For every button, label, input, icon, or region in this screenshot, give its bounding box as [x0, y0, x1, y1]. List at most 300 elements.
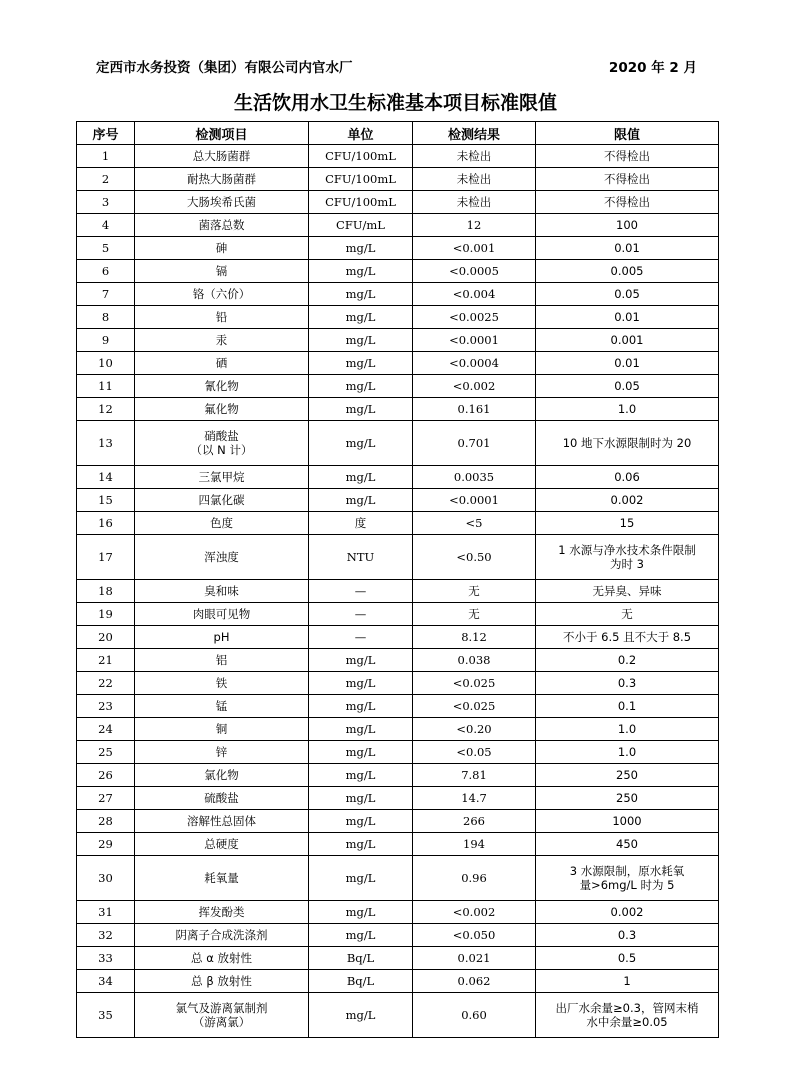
- cell-item: [135, 145, 309, 168]
- cell-item-text: 四氯化碳: [198, 493, 245, 507]
- cell-result: [413, 283, 536, 306]
- table-header-row: [77, 122, 719, 145]
- cell-unit-text: CFU/mL: [336, 218, 385, 232]
- table-row: [77, 375, 719, 398]
- cell-limit-text: 0.002: [610, 905, 644, 919]
- cell-number-text: 20: [98, 630, 113, 644]
- cell-limit: [536, 329, 719, 352]
- cell-limit-text: 0.06: [614, 470, 640, 484]
- cell-number: [77, 764, 135, 787]
- cell-number-text: 16: [98, 516, 113, 530]
- table-row: [77, 901, 719, 924]
- cell-number-text: 12: [98, 402, 113, 416]
- cell-number-text: 11: [98, 379, 113, 393]
- cell-unit: [309, 191, 413, 214]
- cell-result: [413, 489, 536, 512]
- cell-limit: [536, 741, 719, 764]
- cell-unit-text: mg/L: [345, 333, 376, 347]
- table-row: [77, 421, 719, 466]
- cell-limit-text: 0.5: [617, 951, 637, 965]
- cell-unit: [309, 512, 413, 535]
- cell-limit: [536, 306, 719, 329]
- cell-item-text: 阴离子合成洗涤剂: [175, 928, 268, 942]
- cell-item-text: 氟化物: [204, 402, 239, 416]
- cell-unit-text: mg/L: [345, 653, 376, 667]
- table-row: [77, 466, 719, 489]
- cell-item: [135, 970, 309, 993]
- cell-item-text: 三氯甲烷: [198, 470, 245, 484]
- document-title: 生活饮用水卫生标准基本项目标准限值: [233, 92, 557, 114]
- organization-name: 定西市水务投资（集团）有限公司内官水厂: [96, 60, 353, 76]
- cell-unit: [309, 993, 413, 1038]
- cell-limit: [536, 352, 719, 375]
- cell-number-text: 23: [98, 699, 113, 713]
- cell-limit: [536, 466, 719, 489]
- cell-limit-text: 0.01: [614, 310, 640, 324]
- cell-item-text: 总大肠菌群: [192, 149, 251, 163]
- cell-result-text: <0.05: [456, 745, 492, 759]
- cell-limit-text: 量>6mg/L 时为 5: [579, 878, 675, 892]
- cell-number: [77, 375, 135, 398]
- cell-item-text: 硫酸盐: [204, 791, 239, 805]
- cell-limit-text: 1.0: [617, 402, 637, 416]
- cell-number-text: 4: [101, 218, 110, 232]
- table-row: [77, 489, 719, 512]
- cell-unit-text: —: [354, 584, 367, 598]
- cell-limit: [536, 603, 719, 626]
- cell-unit-text: mg/L: [345, 310, 376, 324]
- cell-item-text: 镉: [215, 264, 228, 278]
- cell-unit: [309, 168, 413, 191]
- cell-unit-text: Bq/L: [346, 974, 375, 988]
- cell-number-text: 27: [98, 791, 113, 805]
- cell-limit-text: 0.3: [617, 928, 637, 942]
- cell-result-text: <0.0025: [449, 310, 499, 324]
- cell-result-text: <0.004: [452, 287, 496, 301]
- cell-number: [77, 787, 135, 810]
- column-header-result: 检测结果: [413, 122, 536, 145]
- cell-result: [413, 764, 536, 787]
- cell-unit: [309, 421, 413, 466]
- cell-unit: [309, 237, 413, 260]
- cell-unit: [309, 741, 413, 764]
- cell-limit: [536, 535, 719, 580]
- cell-unit-text: CFU/100mL: [325, 149, 396, 163]
- cell-unit: [309, 856, 413, 901]
- cell-number-text: 13: [98, 436, 113, 450]
- cell-result-text: 0.038: [457, 653, 491, 667]
- column-header-unit: 单位: [309, 122, 413, 145]
- cell-item: [135, 489, 309, 512]
- cell-unit: [309, 718, 413, 741]
- cell-number: [77, 856, 135, 901]
- cell-limit-text: 1 水源与净水技术条件限制: [558, 543, 696, 557]
- cell-number: [77, 970, 135, 993]
- cell-item: [135, 535, 309, 580]
- cell-result-text: <0.002: [452, 905, 496, 919]
- cell-unit: [309, 329, 413, 352]
- cell-item-text: 汞: [215, 333, 228, 347]
- cell-result-text: 8.12: [461, 630, 487, 644]
- cell-result: [413, 260, 536, 283]
- cell-unit: [309, 398, 413, 421]
- cell-item: [135, 672, 309, 695]
- cell-unit-text: mg/L: [345, 928, 376, 942]
- cell-limit-text: 250: [616, 768, 638, 782]
- cell-unit: [309, 603, 413, 626]
- table-row: [77, 603, 719, 626]
- cell-item: [135, 306, 309, 329]
- cell-unit: [309, 466, 413, 489]
- cell-number: [77, 695, 135, 718]
- cell-result-text: <0.025: [452, 699, 496, 713]
- cell-item-text: 铝: [215, 653, 228, 667]
- cell-unit: [309, 283, 413, 306]
- cell-limit-text: 不得检出: [604, 195, 650, 209]
- cell-result: [413, 191, 536, 214]
- cell-item: [135, 283, 309, 306]
- table-row: [77, 283, 719, 306]
- cell-number-text: 33: [98, 951, 113, 965]
- cell-item: [135, 695, 309, 718]
- cell-result-text: 266: [463, 814, 485, 828]
- cell-number-text: 5: [101, 241, 110, 255]
- cell-limit: [536, 398, 719, 421]
- cell-result: [413, 329, 536, 352]
- cell-unit: [309, 214, 413, 237]
- cell-item: [135, 329, 309, 352]
- cell-item-text: 色度: [210, 516, 233, 530]
- cell-result-text: 未检出: [456, 149, 492, 163]
- cell-limit: [536, 924, 719, 947]
- table-row: [77, 810, 719, 833]
- cell-result: [413, 306, 536, 329]
- cell-result: [413, 512, 536, 535]
- cell-limit-text: 250: [616, 791, 638, 805]
- cell-number-text: 32: [98, 928, 113, 942]
- cell-item-text: 铁: [215, 676, 228, 690]
- cell-number-text: 31: [98, 905, 113, 919]
- cell-number: [77, 145, 135, 168]
- cell-unit-text: mg/L: [345, 837, 376, 851]
- cell-unit: [309, 352, 413, 375]
- cell-item-text: 总 β 放射性: [191, 974, 252, 988]
- cell-result-text: 0.96: [461, 871, 487, 885]
- table-row: [77, 856, 719, 901]
- cell-item: [135, 947, 309, 970]
- cell-item-text: 锌: [215, 745, 228, 759]
- cell-item-text: 总硬度: [204, 837, 239, 851]
- table-row: [77, 191, 719, 214]
- cell-item: [135, 398, 309, 421]
- cell-result-text: <0.50: [456, 550, 492, 564]
- table-row: [77, 168, 719, 191]
- cell-result-text: 0.161: [457, 402, 491, 416]
- cell-unit-text: 度: [354, 516, 367, 530]
- cell-number-text: 9: [101, 333, 110, 347]
- cell-limit-text: 0.3: [617, 676, 637, 690]
- cell-unit-text: CFU/100mL: [325, 195, 396, 209]
- cell-number-text: 2: [101, 172, 110, 186]
- table-row: [77, 649, 719, 672]
- cell-unit-text: mg/L: [345, 676, 376, 690]
- cell-result-text: <0.0005: [449, 264, 499, 278]
- cell-limit: [536, 856, 719, 901]
- cell-item-text: 砷: [215, 241, 228, 255]
- cell-unit: [309, 649, 413, 672]
- cell-unit: [309, 535, 413, 580]
- cell-limit-text: 1: [623, 974, 631, 988]
- cell-unit-text: —: [354, 630, 367, 644]
- cell-limit: [536, 993, 719, 1038]
- table-row: [77, 352, 719, 375]
- cell-limit-text: 0.002: [610, 493, 644, 507]
- cell-number-text: 17: [98, 550, 113, 564]
- cell-limit: [536, 718, 719, 741]
- cell-number-text: 22: [98, 676, 113, 690]
- cell-unit-text: mg/L: [345, 470, 376, 484]
- cell-result: [413, 672, 536, 695]
- cell-limit: [536, 649, 719, 672]
- cell-result-text: <0.0001: [449, 333, 499, 347]
- cell-item-text: 耗氧量: [204, 871, 239, 885]
- cell-limit-text: 0.001: [610, 333, 644, 347]
- cell-number: [77, 352, 135, 375]
- cell-item: [135, 856, 309, 901]
- cell-result: [413, 741, 536, 764]
- cell-limit-text: 450: [616, 837, 638, 851]
- cell-number: [77, 191, 135, 214]
- cell-result-text: <0.0001: [449, 493, 499, 507]
- cell-limit-text: 0.01: [614, 241, 640, 255]
- table-row: [77, 535, 719, 580]
- cell-item: [135, 260, 309, 283]
- cell-number: [77, 649, 135, 672]
- cell-number-text: 14: [98, 470, 113, 484]
- cell-number-text: 15: [98, 493, 113, 507]
- cell-result: [413, 993, 536, 1038]
- cell-unit: [309, 970, 413, 993]
- cell-limit: [536, 421, 719, 466]
- cell-unit: [309, 375, 413, 398]
- cell-item-text: 铅: [215, 310, 228, 324]
- cell-unit: [309, 580, 413, 603]
- cell-item-text: 总 α 放射性: [191, 951, 252, 965]
- cell-unit: [309, 695, 413, 718]
- cell-number: [77, 810, 135, 833]
- cell-item: [135, 810, 309, 833]
- cell-number: [77, 306, 135, 329]
- cell-limit-text: 水中余量≥0.05: [586, 1015, 668, 1029]
- cell-number-text: 7: [101, 287, 110, 301]
- cell-unit-text: Bq/L: [346, 951, 375, 965]
- cell-item-text: （游离氯）: [192, 1015, 251, 1029]
- cell-number: [77, 603, 135, 626]
- cell-number: [77, 833, 135, 856]
- table-row: [77, 512, 719, 535]
- cell-item-text: 肉眼可见物: [192, 607, 251, 621]
- cell-limit: [536, 375, 719, 398]
- cell-limit: [536, 672, 719, 695]
- cell-item: [135, 421, 309, 466]
- cell-result-text: <0.025: [452, 676, 496, 690]
- cell-result: [413, 214, 536, 237]
- cell-result-text: <0.001: [452, 241, 496, 255]
- cell-number-text: 29: [98, 837, 113, 851]
- cell-number-text: 18: [98, 584, 113, 598]
- cell-number-text: 19: [98, 607, 113, 621]
- cell-result: [413, 787, 536, 810]
- cell-result-text: 未检出: [456, 172, 492, 186]
- cell-unit-text: mg/L: [345, 402, 376, 416]
- cell-number: [77, 489, 135, 512]
- cell-result: [413, 375, 536, 398]
- cell-number-text: 10: [98, 356, 113, 370]
- cell-limit: [536, 901, 719, 924]
- cell-item: [135, 626, 309, 649]
- cell-number-text: 24: [98, 722, 113, 736]
- cell-limit-text: 0.05: [614, 379, 640, 393]
- cell-limit: [536, 489, 719, 512]
- cell-unit-text: mg/L: [345, 791, 376, 805]
- cell-limit-text: 为时 3: [610, 557, 644, 571]
- cell-result: [413, 168, 536, 191]
- table-row: [77, 145, 719, 168]
- cell-limit: [536, 695, 719, 718]
- cell-number: [77, 993, 135, 1038]
- cell-number: [77, 741, 135, 764]
- cell-result: [413, 695, 536, 718]
- cell-unit-text: mg/L: [345, 768, 376, 782]
- cell-result-text: <0.050: [452, 928, 496, 942]
- cell-number-text: 1: [101, 149, 110, 163]
- table-row: [77, 741, 719, 764]
- cell-limit: [536, 764, 719, 787]
- cell-unit: [309, 306, 413, 329]
- column-header-number: 序号: [77, 122, 135, 145]
- table-row: [77, 970, 719, 993]
- cell-limit: [536, 810, 719, 833]
- cell-limit: [536, 833, 719, 856]
- cell-item: [135, 718, 309, 741]
- cell-number-text: 8: [101, 310, 110, 324]
- cell-item-text: 硝酸盐: [204, 429, 239, 443]
- cell-number-text: 35: [98, 1008, 113, 1022]
- cell-limit: [536, 260, 719, 283]
- cell-number-text: 6: [101, 264, 110, 278]
- cell-limit: [536, 191, 719, 214]
- cell-limit-text: 0.1: [617, 699, 637, 713]
- cell-limit: [536, 145, 719, 168]
- cell-result: [413, 421, 536, 466]
- cell-unit: [309, 810, 413, 833]
- cell-item-text: 氯气及游离氯制剂: [175, 1001, 268, 1015]
- cell-result: [413, 535, 536, 580]
- cell-item: [135, 649, 309, 672]
- cell-limit: [536, 214, 719, 237]
- cell-item: [135, 580, 309, 603]
- cell-limit: [536, 512, 719, 535]
- cell-item-text: 大肠埃希氏菌: [187, 195, 256, 209]
- table-row: [77, 398, 719, 421]
- cell-item: [135, 833, 309, 856]
- cell-item-text: 溶解性总固体: [187, 814, 256, 828]
- cell-result: [413, 626, 536, 649]
- cell-limit: [536, 580, 719, 603]
- cell-item-text: 浑浊度: [204, 550, 239, 564]
- table-row: [77, 947, 719, 970]
- cell-unit-text: mg/L: [345, 745, 376, 759]
- cell-unit: [309, 489, 413, 512]
- cell-limit-text: 10 地下水源限制时为 20: [562, 436, 692, 450]
- table-row: [77, 672, 719, 695]
- cell-limit: [536, 237, 719, 260]
- cell-result-text: <0.0004: [449, 356, 499, 370]
- cell-limit-text: 不得检出: [604, 172, 650, 186]
- cell-number: [77, 398, 135, 421]
- cell-number: [77, 466, 135, 489]
- cell-item-text: 菌落总数: [198, 218, 245, 232]
- cell-item-text: 耐热大肠菌群: [187, 172, 256, 186]
- cell-item: [135, 375, 309, 398]
- cell-result: [413, 856, 536, 901]
- table-row: [77, 833, 719, 856]
- cell-number: [77, 237, 135, 260]
- cell-result-text: <0.002: [452, 379, 496, 393]
- cell-limit: [536, 970, 719, 993]
- cell-limit-text: 3 水源限制，原水耗氧: [569, 864, 685, 878]
- cell-result: [413, 833, 536, 856]
- cell-result-text: <5: [465, 516, 483, 530]
- cell-unit-text: mg/L: [345, 699, 376, 713]
- cell-number-text: 3: [101, 195, 110, 209]
- cell-unit-text: mg/L: [345, 493, 376, 507]
- cell-limit: [536, 626, 719, 649]
- cell-item: [135, 741, 309, 764]
- table-row: [77, 260, 719, 283]
- cell-limit-text: 不小于 6.5 且不大于 8.5: [562, 630, 692, 644]
- cell-result: [413, 145, 536, 168]
- cell-number: [77, 421, 135, 466]
- cell-number-text: 30: [98, 871, 113, 885]
- cell-result-text: 未检出: [456, 195, 492, 209]
- cell-result-text: 无: [468, 584, 480, 598]
- cell-result-text: 0.60: [461, 1008, 487, 1022]
- cell-result-text: 12: [466, 218, 482, 232]
- cell-item: [135, 237, 309, 260]
- cell-unit: [309, 947, 413, 970]
- cell-unit-text: mg/L: [345, 379, 376, 393]
- cell-result-text: 194: [463, 837, 485, 851]
- cell-number-text: 25: [98, 745, 113, 759]
- cell-limit-text: 无异臭、异味: [592, 584, 662, 598]
- cell-number-text: 26: [98, 768, 113, 782]
- cell-result: [413, 947, 536, 970]
- cell-number: [77, 947, 135, 970]
- cell-unit: [309, 260, 413, 283]
- cell-unit: [309, 626, 413, 649]
- cell-limit-text: 15: [619, 516, 635, 530]
- cell-limit-text: 1.0: [617, 745, 637, 759]
- cell-result: [413, 352, 536, 375]
- cell-item-text: 氯化物: [204, 768, 239, 782]
- cell-result: [413, 580, 536, 603]
- cell-number-text: 28: [98, 814, 113, 828]
- cell-number: [77, 214, 135, 237]
- cell-number: [77, 329, 135, 352]
- cell-limit-text: 1.0: [617, 722, 637, 736]
- cell-result: [413, 466, 536, 489]
